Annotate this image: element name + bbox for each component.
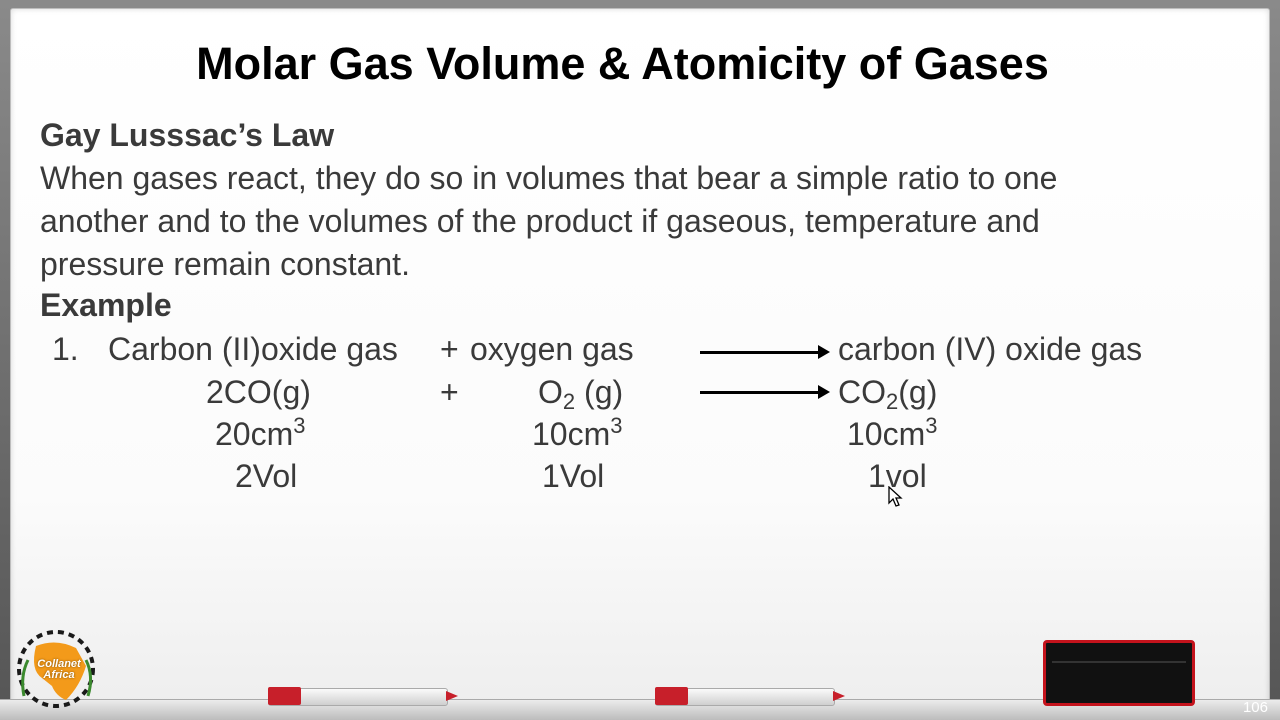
example-number: 1.: [52, 331, 79, 367]
definition-line-3: pressure remain constant.: [40, 246, 410, 282]
reactant2-formula: $O_2$ (g): [538, 374, 624, 414]
reactant2-volume: $10cm^3$: [532, 413, 623, 452]
product-volume: $10cm^3$: [847, 413, 938, 452]
example-heading: Example: [40, 287, 172, 323]
reactant1-name: Carbon (II)oxide gas: [108, 331, 398, 367]
slide-title: Molar Gas Volume & Atomicity of Gases: [196, 38, 1049, 89]
section-heading: Gay Lusssac’s Law: [40, 117, 335, 153]
reactant2-name: oxygen gas: [470, 331, 634, 367]
product-name: carbon (IV) oxide gas: [838, 331, 1143, 367]
definition-line-1: When gases react, they do so in volumes that bear a simple ratio to one: [40, 160, 1058, 196]
product-ratio: 1vol: [868, 458, 927, 494]
reaction-arrow-words: [700, 351, 824, 354]
reaction-arrow-formula: [700, 391, 824, 394]
collanet-africa-logo: Collanet Africa: [6, 626, 106, 712]
reactant1-formula: 2CO(g): [206, 374, 311, 410]
mouse-pointer-icon: [888, 486, 904, 508]
page-number: 106: [1242, 699, 1268, 716]
plus-sign: +: [440, 374, 459, 410]
plus-name: +: [440, 331, 459, 367]
definition-line-2: another and to the volumes of the product if gaseous, temperature and: [40, 203, 1040, 239]
product-formula: $CO_2(g)$: [838, 374, 938, 414]
reactant1-volume: $20cm^3$: [215, 413, 306, 452]
board-eraser[interactable]: [1043, 640, 1195, 706]
reactant2-ratio: 1Vol: [542, 458, 605, 494]
reactant1-ratio: 2Vol: [235, 458, 298, 494]
